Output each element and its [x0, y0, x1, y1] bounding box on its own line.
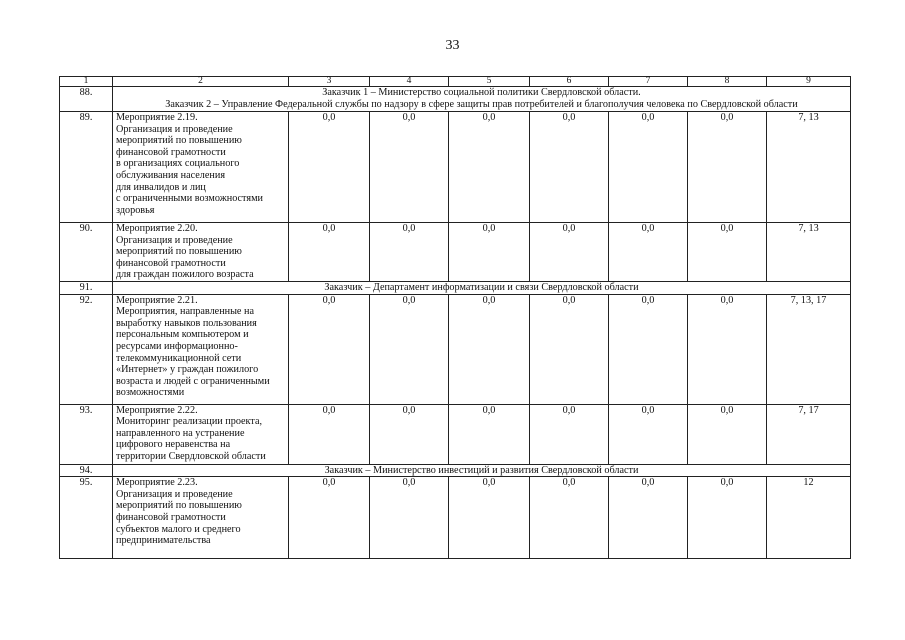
column-number: 6	[530, 77, 609, 87]
value-cell: 0,0	[449, 404, 530, 464]
row-number: 88.	[60, 87, 113, 112]
row-number: 91.	[60, 282, 113, 295]
customer-line: Заказчик 1 – Министерство социальной политики Свердловской области.	[322, 87, 641, 98]
value-cell: 0,0	[530, 477, 609, 559]
customer-row	[60, 282, 851, 295]
value-cell: 0,0	[370, 112, 449, 223]
row-number: 94.	[60, 464, 113, 477]
measure-description: Мероприятие 2.21. Мероприятия, направленные на выработку навыков пользования персональным компьютером и ресурсами информационно- телекоммуникационной сети «Интернет» у граждан пожилого возраста и людей с ограниченными возможностями	[113, 294, 289, 404]
value-cell: 0,0	[609, 112, 688, 223]
row-number: 89.	[60, 112, 113, 223]
target-refs: 7, 13	[767, 223, 851, 282]
customer-row	[60, 464, 851, 477]
value-cell: 0,0	[289, 294, 370, 404]
value-cell: 0,0	[609, 223, 688, 282]
column-number: 8	[688, 77, 767, 87]
value-cell: 0,0	[530, 404, 609, 464]
column-number: 9	[767, 77, 851, 87]
customer-cell	[113, 464, 851, 477]
column-number: 7	[609, 77, 688, 87]
value-cell: 0,0	[449, 112, 530, 223]
value-cell: 0,0	[370, 404, 449, 464]
column-number: 1	[60, 77, 113, 87]
value-cell: 0,0	[530, 223, 609, 282]
value-cell: 0,0	[688, 477, 767, 559]
value-cell: 0,0	[449, 223, 530, 282]
row-number: 92.	[60, 294, 113, 404]
column-number: 3	[289, 77, 370, 87]
page-number: 33	[445, 38, 460, 53]
row-number: 93.	[60, 404, 113, 464]
value-cell: 0,0	[530, 294, 609, 404]
table-row	[60, 112, 851, 223]
target-refs: 12	[767, 477, 851, 559]
table-row	[60, 477, 851, 559]
table-row	[60, 404, 851, 464]
measure-description: Мероприятие 2.23. Организация и проведение мероприятий по повышению финансовой грамотности субъектов малого и среднего предпринимательства	[113, 477, 289, 559]
value-cell: 0,0	[609, 404, 688, 464]
column-number: 2	[113, 77, 289, 87]
value-cell: 0,0	[530, 112, 609, 223]
value-cell: 0,0	[289, 404, 370, 464]
customer-line: Заказчик 2 – Управление Федеральной службы по надзору в сфере защиты прав потребителей и благополучия человека по Свердловской области	[165, 98, 798, 110]
program-measures-table	[59, 76, 851, 559]
value-cell: 0,0	[370, 223, 449, 282]
value-cell: 0,0	[609, 477, 688, 559]
value-cell: 0,0	[449, 477, 530, 559]
value-cell: 0,0	[449, 294, 530, 404]
row-number: 95.	[60, 477, 113, 559]
customer-row	[60, 87, 851, 112]
customer-cell	[113, 87, 851, 112]
column-number-row	[60, 77, 851, 87]
column-number: 4	[370, 77, 449, 87]
value-cell: 0,0	[688, 404, 767, 464]
target-refs: 7, 13	[767, 112, 851, 223]
target-refs: 7, 17	[767, 404, 851, 464]
value-cell: 0,0	[370, 477, 449, 559]
customer-line: Заказчик – Министерство инвестиций и развития Свердловской области	[324, 464, 639, 476]
value-cell: 0,0	[688, 223, 767, 282]
column-number: 5	[449, 77, 530, 87]
value-cell: 0,0	[688, 112, 767, 223]
value-cell: 0,0	[609, 294, 688, 404]
value-cell: 0,0	[289, 112, 370, 223]
customer-cell	[113, 282, 851, 295]
table-row	[60, 294, 851, 404]
table-row	[60, 223, 851, 282]
measure-description: Мероприятие 2.20. Организация и проведение мероприятий по повышению финансовой грамотности для граждан пожилого возраста	[113, 223, 289, 282]
value-cell: 0,0	[289, 223, 370, 282]
value-cell: 0,0	[688, 294, 767, 404]
value-cell: 0,0	[370, 294, 449, 404]
measure-description: Мероприятие 2.19. Организация и проведение мероприятий по повышению финансовой грамотности в организациях социального обслуживания населения для инвалидов и лиц с ограниченными возможностями здоровья	[113, 112, 289, 223]
customer-line: Заказчик – Департамент информатизации и связи Свердловской области	[324, 282, 639, 293]
row-number: 90.	[60, 223, 113, 282]
measure-description: Мероприятие 2.22. Мониторинг реализации проекта, направленного на устранение цифрового неравенства на территории Свердловской области	[113, 404, 289, 464]
target-refs: 7, 13, 17	[767, 294, 851, 404]
value-cell: 0,0	[289, 477, 370, 559]
